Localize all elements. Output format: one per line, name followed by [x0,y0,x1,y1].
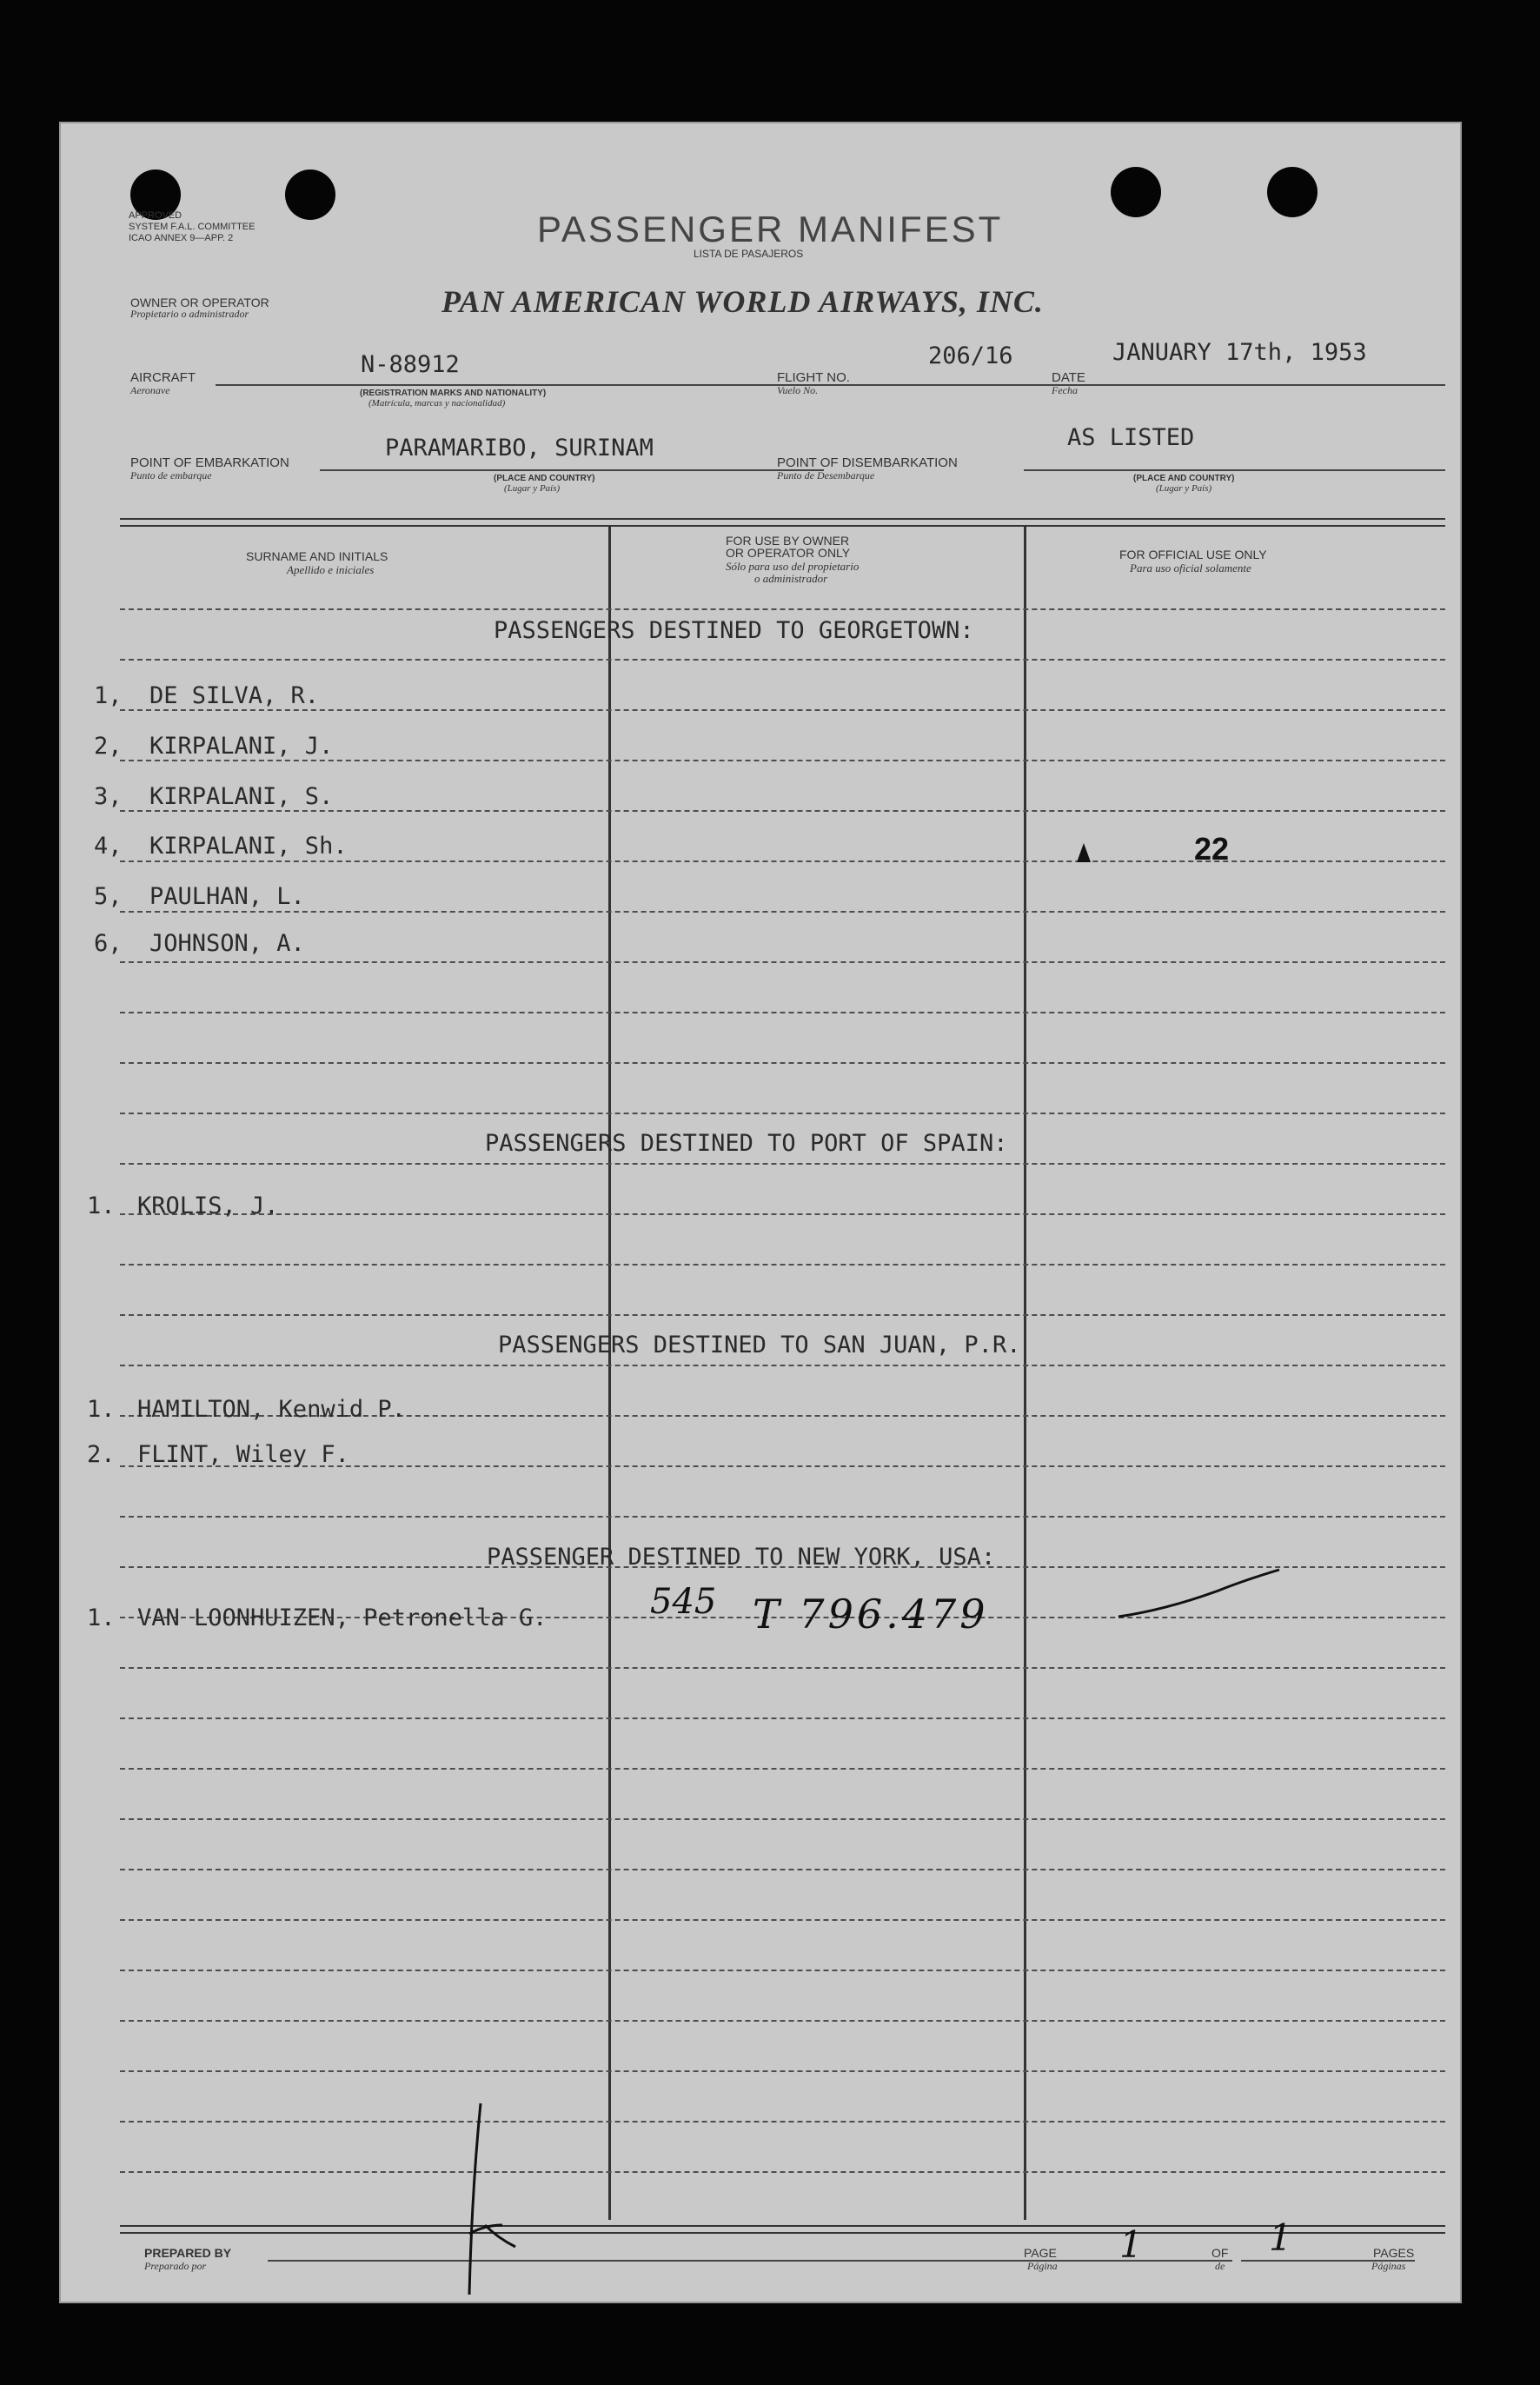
ruled-line [120,2121,1445,2123]
ruled-line [120,1667,1445,1669]
ruled-line [120,760,1445,761]
ruled-line [120,1213,1445,1215]
ruled-line [120,2171,1445,2173]
passenger-row-num: 4, [94,833,123,860]
ruled-line [120,1113,1445,1114]
ruled-line [120,1970,1445,1971]
disembark-underline [1024,469,1445,471]
ruled-line [120,860,1445,862]
col-owner-heading-1: FOR USE BY OWNER [726,534,850,548]
page-underline [1085,2260,1232,2262]
column-divider-1 [608,525,611,2220]
ruled-line [120,1768,1445,1770]
footer-rule-2 [120,2232,1445,2234]
page-title: PASSENGER MANIFEST [537,209,1004,249]
col-owner-heading-es-1: Sólo para uso del propietario [726,560,860,573]
passenger-row-num: 1. [87,1396,116,1423]
passenger-name: PAULHAN, L. [149,883,305,910]
flight-label: FLIGHT NO. [777,370,850,385]
ruled-line [120,911,1445,913]
ruled-line [120,1818,1445,1820]
registration-caption-es: (Matrícula, marcas y nacionalidad) [368,398,506,409]
disembark-value: AS LISTED [1067,424,1195,451]
embark-place-caption-es: (Lugar y País) [504,483,561,494]
ruled-line [120,1717,1445,1719]
passenger-row-num: 1. [87,1192,116,1219]
passenger-row-num: 5, [94,883,123,910]
passenger-name: JOHNSON, A. [149,930,305,957]
owner-label-es: Propietario o administrador [130,308,249,320]
disembark-label-es: Punto de Desembarque [777,469,875,482]
section-heading-port-of-spain: PASSENGERS DESTINED TO PORT OF SPAIN: [485,1130,1008,1157]
passenger-name: KIRPALANI, S. [149,783,334,810]
embark-place-caption: (PLACE AND COUNTRY) [494,474,595,483]
ruled-line [120,1365,1445,1366]
embark-label-es: Punto de embarque [130,469,212,482]
embark-underline [320,469,824,471]
disembark-place-caption-es: (Lugar y País) [1156,483,1212,494]
official-count: 22 [1194,831,1230,867]
of-label-es: de [1215,2260,1225,2272]
of-label: OF [1211,2246,1229,2260]
owner-label: OWNER OR OPERATOR [130,296,269,309]
header-rule-2 [120,525,1445,527]
flight-date: JANUARY 17th, 1953 [1112,339,1367,366]
prepared-underline [268,2260,1085,2262]
passenger-name: KIRPALANI, Sh. [149,833,348,860]
flight-label-es: Vuelo No. [777,384,819,396]
disembark-label: POINT OF DISEMBARKATION [777,455,958,470]
pages-label-es: Páginas [1371,2260,1406,2272]
passenger-row-num: 2. [87,1441,116,1468]
handwritten-545: 545 [650,1582,717,1622]
ruled-line [120,961,1445,963]
col-surname-heading-es: Apellido e iniciales [287,563,375,576]
section-heading-georgetown: PASSENGERS DESTINED TO GEORGETOWN: [494,617,974,644]
col-owner-heading-2: OR OPERATOR ONLY [726,546,851,560]
passenger-name: FLINT, Wiley F. [137,1441,349,1468]
embark-value: PARAMARIBO, SURINAM [385,435,654,462]
preparer-signature [433,2095,554,2303]
ruled-line [120,659,1445,661]
ruled-line [120,1062,1445,1064]
pages-total: 1 [1269,2216,1292,2259]
disembark-place-caption: (PLACE AND COUNTRY) [1133,474,1235,483]
passenger-row-num: 3, [94,783,123,810]
page-number: 1 [1119,2223,1143,2266]
punch-hole-left-2 [285,169,335,220]
pages-label: PAGES [1373,2246,1415,2260]
ruled-line [120,2020,1445,2022]
date-label-es: Fecha [1052,384,1078,396]
manifest-sheet [59,122,1462,2303]
section-heading-new-york: PASSENGER DESTINED TO NEW YORK, USA: [487,1544,996,1571]
section-heading-san-juan: PASSENGERS DESTINED TO SAN JUAN, P.R. [498,1332,1021,1359]
official-tick-mark [1077,843,1091,862]
footer-rule-1 [120,2225,1445,2227]
ruled-line [120,2070,1445,2072]
ruled-line [120,1314,1445,1316]
passenger-row-num: 2, [94,733,123,760]
ruled-line [120,1919,1445,1921]
passenger-name: VAN LOONHUIZEN, Petronella G. [137,1604,548,1631]
col-official-heading-es: Para uso oficial solamente [1130,561,1251,575]
ruled-line [120,1163,1445,1165]
column-divider-2 [1024,525,1026,2220]
date-label: DATE [1052,370,1085,385]
prepared-label: PREPARED BY [144,2246,232,2260]
passenger-row-num: 6, [94,930,123,957]
date-underline [1089,384,1445,386]
col-surname-heading: SURNAME AND INITIALS [246,549,388,563]
aircraft-value: N-88912 [361,351,460,378]
aircraft-label: AIRCRAFT [130,370,196,385]
handwritten-reference: T 796.479 [753,1591,989,1638]
page-label: PAGE [1024,2246,1057,2260]
passenger-name: DE SILVA, R. [149,682,320,709]
passenger-name: HAMILTON, Kenwid P. [137,1396,406,1423]
passenger-row-num: 1. [87,1604,116,1631]
ruled-line [120,1264,1445,1266]
airline-name: PAN AMERICAN WORLD AIRWAYS, INC. [441,284,1044,319]
handwritten-checkmark [1114,1565,1288,1634]
col-owner-heading-es-2: o administrador [754,572,828,585]
punch-hole-right-1 [1111,167,1161,217]
ruled-line [120,810,1445,812]
ruled-line [120,1012,1445,1013]
flight-number: 206/16 [928,342,1013,369]
page-subtitle: LISTA DE PASAJEROS [694,248,804,260]
col-official-heading: FOR OFFICIAL USE ONLY [1119,548,1267,561]
aircraft-label-es: Aeronave [130,384,170,396]
header-rule-1 [120,518,1445,520]
embark-label: POINT OF EMBARKATION [130,455,289,470]
ruled-line [120,608,1445,610]
passenger-name: KIRPALANI, J. [149,733,334,760]
approval-note: APPROVED SYSTEM F.A.L. COMMITTEE ICAO ANNEX 9—APP. 2 [129,210,256,243]
passenger-row-num: 1, [94,682,123,709]
aircraft-underline [216,384,846,386]
page-label-es: Página [1027,2260,1058,2272]
ruled-line [120,1869,1445,1870]
passenger-name: KROLIS, J. [137,1192,279,1219]
registration-caption: (REGISTRATION MARKS AND NATIONALITY) [360,389,547,398]
ruled-line [120,1516,1445,1518]
punch-hole-right-2 [1267,167,1318,217]
prepared-label-es: Preparado por [144,2260,207,2272]
ruled-line [120,709,1445,711]
